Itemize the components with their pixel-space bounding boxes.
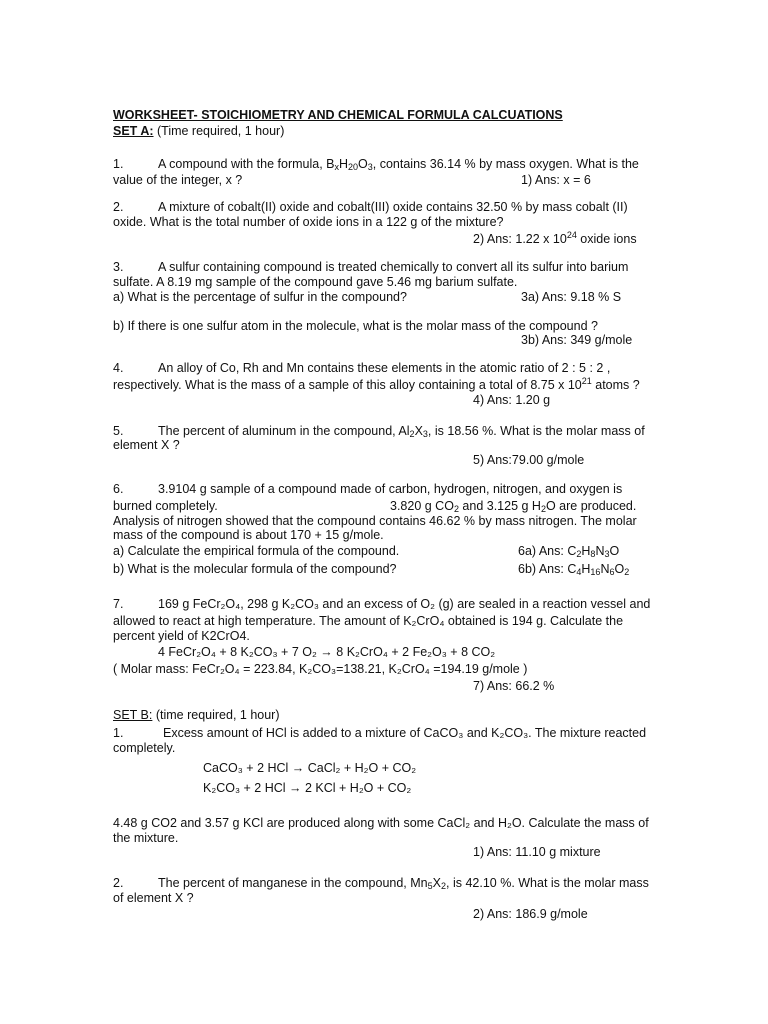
set-a-time: (Time required, 1 hour) <box>153 124 285 138</box>
a-q5-number: 5. <box>113 424 124 438</box>
a-q6-line2a: burned completely. <box>113 499 218 513</box>
set-b-heading <box>113 707 280 724</box>
a-q3-answer-b: 3b) Ans: 349 g/mole <box>521 333 633 347</box>
a-q1-number: 1. <box>113 157 124 171</box>
a-q5-line2: element X ? <box>113 438 180 452</box>
b-q1-answer: 1) Ans: 11.10 g mixture <box>473 845 601 859</box>
a-q1-answer: 1) Ans: x = 6 <box>521 173 591 187</box>
a-q4-line2: respectively. What is the mass of a sample of this alloy containing a total of 8.75 x $10^{21}$ atoms ? <box>113 376 640 392</box>
a-q6-answer-a: 6a) Ans: $C_2H_8N_3O$ <box>518 544 620 559</box>
b-q2-line1: The percent of manganese in the compound, $Mn_5X_2$, is 42.10 %. What is the molar mass <box>158 876 649 891</box>
a-q5-line1: The percent of aluminum in the compound, $Al_2X_3$, is 18.56 %. What is the molar mass of <box>158 424 645 439</box>
b-q2-number: 2. <box>113 876 124 890</box>
a-q3-number: 3. <box>113 260 124 274</box>
a-q6-line3: Analysis of nitrogen showed that the compound contains 46.62 % by mass nitrogen. The molar <box>113 514 637 528</box>
a-q3-part-a: a) What is the percentage of sulfur in the compound? <box>113 290 407 304</box>
b-q1-line3: 4.48 g CO2 and 3.57 g KCl are produced along with some CaCl₂ and H₂O. Calculate the mass of <box>113 816 649 830</box>
worksheet-title: WORKSHEET- STOICHIOMETRY AND CHEMICAL FORMULA CALCUATIONS <box>113 108 563 122</box>
b-q2-line2: of element X ? <box>113 891 194 905</box>
a-q3-part-b: b) If there is one sulfur atom in the molecule, what is the molar mass of the compound ? <box>113 319 598 333</box>
a-q6-number: 6. <box>113 482 124 496</box>
b-q1-line2: completely. <box>113 741 176 755</box>
a-q7-line1: 169 g FeCr₂O₄, 298 g K₂CO₃ and an excess of O₂ (g) are sealed in a reaction vessel and <box>158 597 651 611</box>
a-q7-number: 7. <box>113 597 124 611</box>
a-q7-molar-masses: ( Molar mass: FeCr₂O₄ = 223.84, K₂CO₃=138.21, K₂CrO₄ =194.19 g/mole ) <box>113 662 528 676</box>
a-q3-line1: A sulfur containing compound is treated chemically to convert all its sulfur into barium <box>158 260 629 274</box>
a-q6-answer-b: 6b) Ans: $C_4H_{16}N_6O_2$ <box>518 562 630 577</box>
a-q5-answer: 5) Ans:79.00 g/mole <box>473 453 585 467</box>
b-q1-equation-2: K₂CO₃ + 2 HCl → 2 KCl + H₂O + CO₂ <box>203 781 412 795</box>
a-q3-line2: sulfate. A 8.19 mg sample of the compound gave 5.46 mg barium sulfate. <box>113 275 518 289</box>
set-b-label: SET B: <box>113 708 153 722</box>
a-q2-line2: oxide. What is the total number of oxide ions in a 122 g of the mixture? <box>113 215 504 229</box>
a-q7-equation: 4 FeCr₂O₄ + 8 K₂CO₃ + 7 O₂ → 8 K₂CrO₄ + 2 Fe₂O₃ + 8 CO₂ <box>158 645 496 659</box>
a-q1-line1: A compound with the formula, $B_xH_{20}O_3$, contains 36.14 % by mass oxygen. What is the <box>158 157 639 172</box>
a-q2-line1: A mixture of cobalt(II) oxide and cobalt(III) oxide contains 32.50 % by mass cobalt (II) <box>158 200 628 214</box>
b-q1-equation-1: CaCO₃ + 2 HCl → CaCl₂ + H₂O + CO₂ <box>203 761 417 775</box>
a-q7-line3: percent yield of K2CrO4. <box>113 629 250 643</box>
a-q1-line2: value of the integer, x ? <box>113 173 243 187</box>
set-a-heading <box>113 123 284 140</box>
set-a-label: SET A: <box>113 124 154 138</box>
a-q2-number: 2. <box>113 200 124 214</box>
b-q1-number: 1. <box>113 726 124 740</box>
b-q1-line1: Excess amount of HCl is added to a mixture of CaCO₃ and K₂CO₃. The mixture reacted <box>163 726 647 740</box>
a-q4-number: 4. <box>113 361 124 375</box>
a-q7-answer: 7) Ans: 66.2 % <box>473 679 555 693</box>
a-q2-answer: 2) Ans: 1.22 x $10^{24}$ oxide ions <box>473 230 637 246</box>
a-q3-answer-a: 3a) Ans: 9.18 % S <box>521 290 622 304</box>
set-b-time: (time required, 1 hour) <box>152 708 280 722</box>
a-q6-part-a: a) Calculate the empirical formula of the compound. <box>113 544 400 558</box>
a-q4-answer: 4) Ans: 1.20 g <box>473 393 551 407</box>
b-q2-answer: 2) Ans: 186.9 g/mole <box>473 907 588 921</box>
a-q6-line1: 3.9104 g sample of a compound made of carbon, hydrogen, nitrogen, and oxygen is <box>158 482 623 496</box>
a-q6-line4: mass of the compound is about 170 + 15 g/mole. <box>113 528 384 542</box>
a-q6-line2b: 3.820 g $CO_2$ and 3.125 g $H_2O$ are produced. <box>390 499 637 514</box>
a-q7-line2: allowed to react at high temperature. The amount of K₂CrO₄ obtained is 194 g. Calculate the <box>113 614 624 628</box>
b-q1-line4: the mixture. <box>113 831 179 845</box>
a-q6-part-b: b) What is the molecular formula of the compound? <box>113 562 397 576</box>
a-q4-line1: An alloy of Co, Rh and Mn contains these elements in the atomic ratio of 2 : 5 : 2 , <box>158 361 611 375</box>
